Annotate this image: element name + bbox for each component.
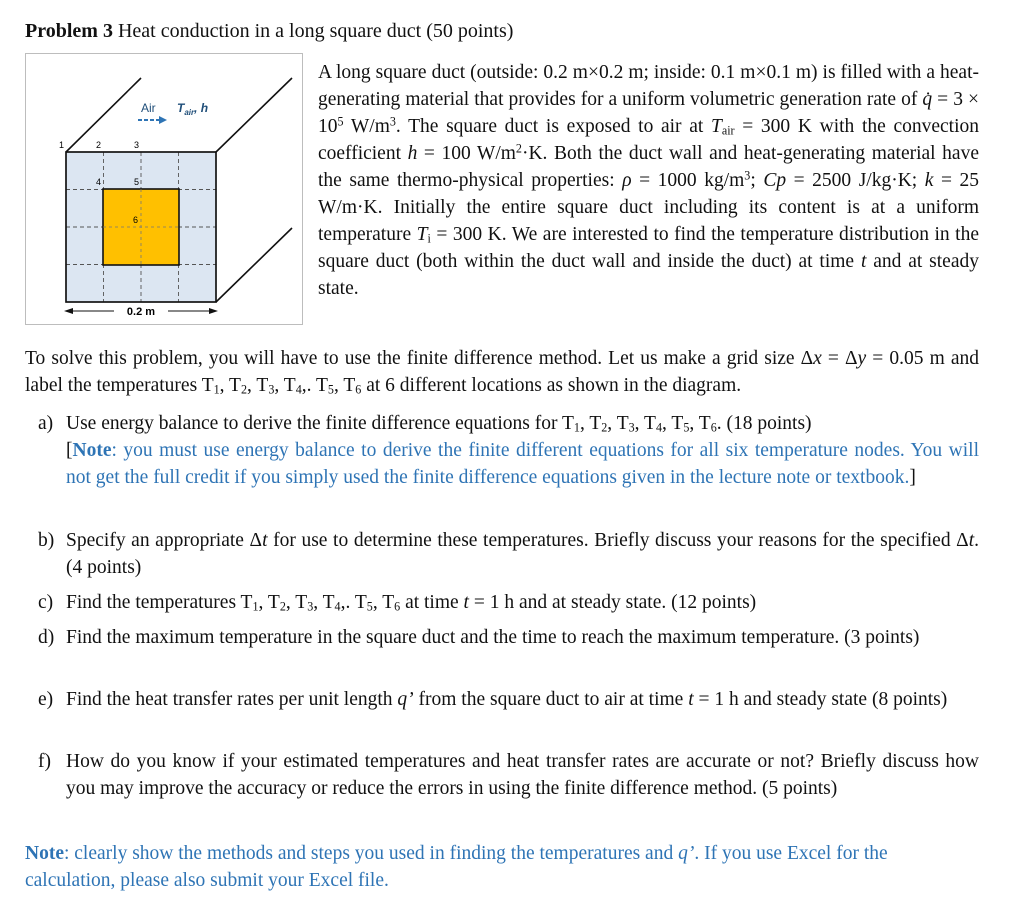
t-air-subscript: air	[184, 108, 195, 117]
air-flow-arrow	[138, 116, 167, 124]
duct-diagram-svg	[26, 54, 302, 324]
question-label: b)	[38, 530, 55, 551]
question-text: Find the heat transfer rates per unit length q’ from the square duct to air at time t = 1 h and steady state (8 points)	[66, 689, 948, 710]
note-label: Note	[25, 843, 64, 864]
problem-title	[25, 18, 513, 45]
node-label-3: 3	[134, 140, 140, 150]
node-label-2: 2	[96, 140, 102, 150]
question-text: Use energy balance to derive the finite difference equations for $T_1$, $T_2$, $T_3$, $T_4$, $T_5$, $T_6$. (18 points) [Note: you must use energy balance to derive the finite different equations for all six temperature nodes. You will not get the full credit if you simply used the finite difference equations given in the lecture note or textbook.]	[66, 413, 979, 488]
dimension-label: 0.2 m	[126, 306, 156, 318]
problem-number: Problem 3	[25, 20, 113, 42]
duct-diagram	[25, 53, 303, 325]
perspective-edge-top-right	[216, 78, 292, 152]
question-b	[38, 527, 979, 581]
question-text: Find the temperatures $T_1$, $T_2$, $T_3$, $T_4$,. $T_5$, $T_6$ at time t = 1 h and at steady state. (12 points)	[66, 592, 757, 614]
question-text: How do you know if your estimated temperatures and heat transfer rates are accurate or not? Briefly discuss how you may improve the accuracy or reduce the errors in using the finite difference method. (5 points)	[66, 751, 979, 799]
question-text: Find the maximum temperature in the square duct and the time to reach the maximum temperature. (3 points)	[66, 627, 920, 648]
perspective-edge-bottom-right	[216, 228, 292, 302]
perspective-edge-top-left	[66, 78, 141, 152]
question-a	[38, 410, 979, 491]
method-paragraph: To solve this problem, you will have to use the finite difference method. Let us make a grid size Δx = Δy = 0.05 m and label the temperatures $T_1$, $T_2$, $T_3$, $T_4$,. $T_5$, $T_6$ at 6 different locations as shown in the diagram.	[25, 348, 979, 397]
submission-note: Note: clearly show the methods and steps you used in finding the temperatures and q’. If you use Excel for the calculation, please also submit your Excel file.	[25, 843, 888, 891]
node-label-6: 6	[133, 215, 139, 225]
h-symbol: , h	[194, 101, 209, 115]
node-label-1: 1	[59, 140, 65, 150]
question-d	[38, 624, 979, 651]
t-air-symbol: T	[177, 101, 185, 115]
t-air-label	[177, 101, 208, 117]
question-label: d)	[38, 627, 55, 648]
qdot-symbol: q̇	[922, 89, 933, 110]
problem-title-text: Heat conduction in a long square duct (50 points)	[117, 20, 514, 42]
air-label: Air	[141, 101, 156, 115]
question-label: e)	[38, 689, 54, 710]
problem-description: A long square duct (outside: 0.2 m×0.2 m; inside: 0.1 m×0.1 m) is filled with a heat-generating material that provides for a uniform volumetric generation rate of q̇ = $3 \times 10^5$ $W/m^3$. The square duct is exposed to air at $T_{air} = 300$ K with the convection coefficient h = 100 $W/m^2\cdot K$. Both the duct wall and heat-generating material have the same thermo-physical properties: ρ = 1000 $kg/m^3$; Cp = 2500 J/kg·K; k = 25 W/m·K. Initially the entire square duct including its content is at a uniform temperature $T_i = 300$ K. We are interested to find the temperature distribution in the square duct (both within the duct wall and inside the duct) at time t and at steady state.	[318, 62, 980, 299]
question-a-note: Note: you must use energy balance to derive the finite different equations for all six temperature nodes. You will not get the full credit if you simply used the finite difference equations given in the lecture note or textbook.	[66, 440, 979, 488]
question-text: Specify an appropriate Δt for use to determine these temperatures. Briefly discuss your reasons for the specified Δt. (4 points)	[66, 530, 979, 578]
question-f	[38, 748, 979, 802]
question-label: c)	[38, 592, 54, 613]
question-label: a)	[38, 413, 54, 434]
question-c	[38, 589, 979, 616]
node-label-4: 4	[96, 177, 102, 187]
node-label-5: 5	[134, 177, 140, 187]
question-label: f)	[38, 751, 51, 772]
question-e	[38, 686, 979, 713]
